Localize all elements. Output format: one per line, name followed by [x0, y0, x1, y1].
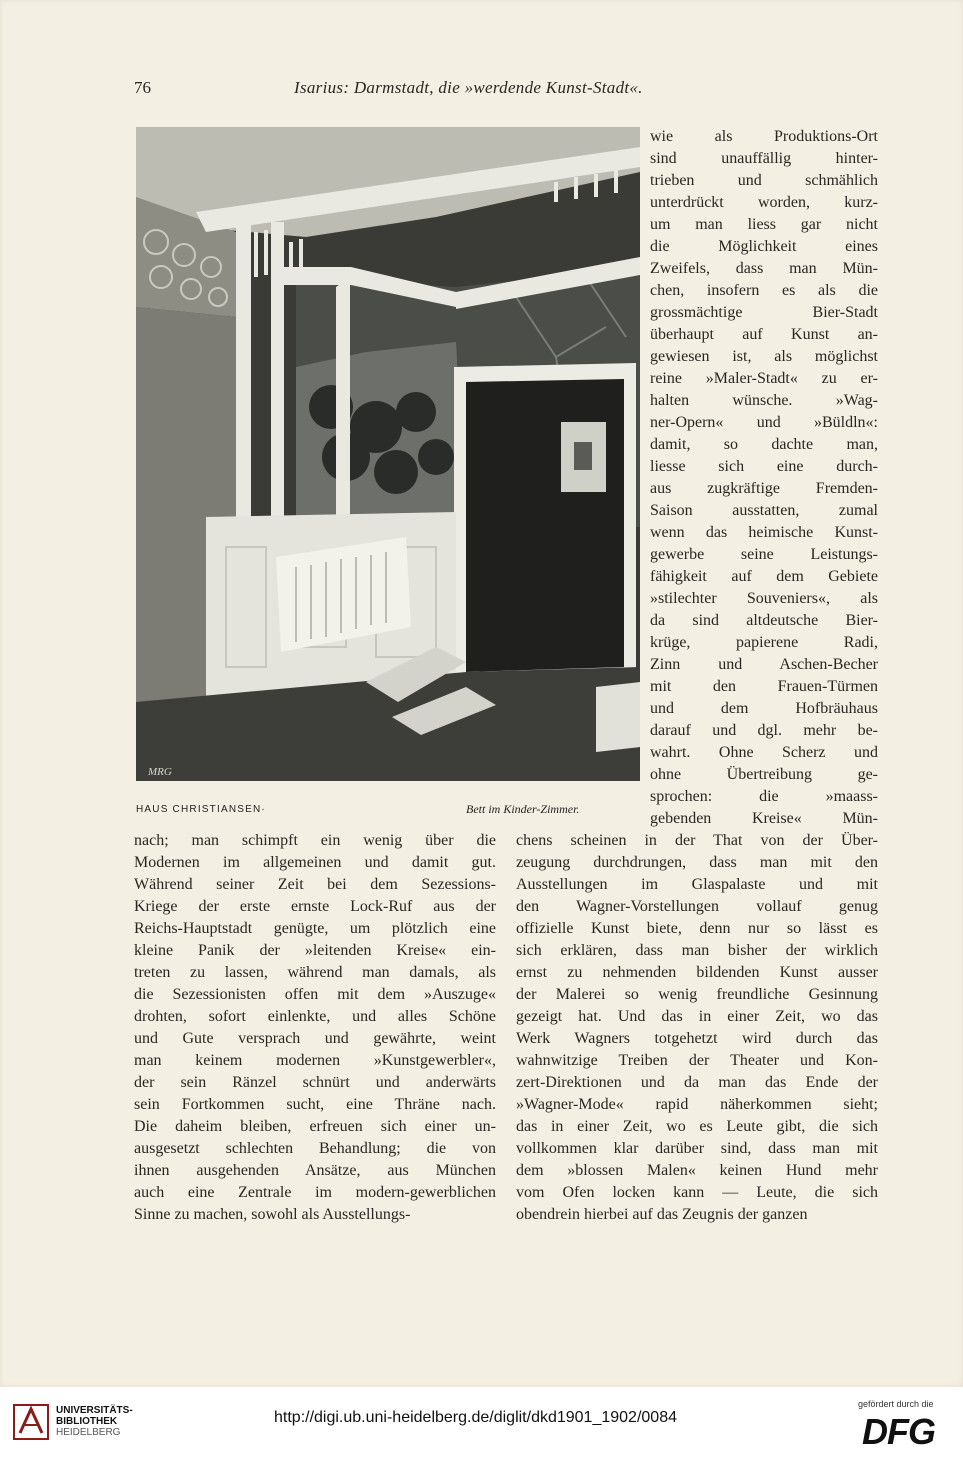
university-library-logo-icon — [12, 1403, 50, 1441]
side-column-line: aus zugkräftige Fremden- — [650, 480, 878, 497]
side-column-line: um man liess gar nicht — [650, 216, 878, 233]
side-column-line: Zinn und Aschen-Becher — [650, 656, 878, 673]
left-column-line: treten zu lassen, während man damals, als — [134, 964, 496, 981]
right-column-line: gezeigt hat. Und das in einer Zeit, wo das — [516, 1008, 878, 1025]
side-column-line: »stilechter Souveniers«, als — [650, 590, 878, 607]
side-column-line: wie als Produktions-Ort — [650, 128, 878, 145]
left-column-line: drohten, sofort einlenkte, und alles Schöne — [134, 1008, 496, 1025]
library-name-line: UNIVERSITÄTS- — [56, 1405, 133, 1416]
running-title: Isarius: Darmstadt, die »werdende Kunst-Stadt«. — [294, 78, 643, 97]
nursery-photo-illustration — [136, 127, 640, 781]
side-column-line: trieben und schmählich — [650, 172, 878, 189]
right-column-line: chens scheinen in der That von der Über- — [516, 832, 878, 849]
dfg-logo: DFG — [862, 1411, 935, 1452]
left-column-line: kleine Panik der »leitenden Kreise« ein- — [134, 942, 496, 959]
side-column-line: gebenden Kreise« Mün- — [650, 810, 878, 827]
side-column-line: fähigkeit auf dem Gebiete — [650, 568, 878, 585]
side-column-line: und dem Hofbräuhaus — [650, 700, 878, 717]
permalink-url[interactable]: http://digi.ub.uni-heidelberg.de/diglit/dkd1901_1902/0084 — [274, 1409, 677, 1426]
left-column-line: der sein Ränzel schnürt und anderwärts — [134, 1074, 496, 1091]
right-column-line: der Malerei so wenig freundliche Gesinnung — [516, 986, 878, 1003]
left-column-line: ausgesetzt schlechten Behandlung; die von — [134, 1140, 496, 1157]
figure-caption-title: Bett im Kinder-Zimmer. — [466, 802, 580, 816]
left-column-line: die Sezessionisten offen mit dem »Auszuge« — [134, 986, 496, 1003]
digitization-footer — [0, 1387, 963, 1457]
right-column-line: zeugung durchdrungen, dass man mit den — [516, 854, 878, 871]
left-column-line: nach; man schimpft ein wenig über die — [134, 832, 496, 849]
left-column-line: Während seiner Zeit bei dem Sezessions- — [134, 876, 496, 893]
left-column-line: und Gute versprach und gewährte, weint — [134, 1030, 496, 1047]
left-column-line: Reichs-Hauptstadt genügte, um plötzlich eine — [134, 920, 496, 937]
left-column-line: man keinem modernen »Kunstgewerbler«, — [134, 1052, 496, 1069]
right-column-line: zert-Direktionen und da man das Ende der — [516, 1074, 878, 1091]
side-column-line: chen, insofern es als die — [650, 282, 878, 299]
left-column-line: sein Fortkommen sucht, eine Thräne nach. — [134, 1096, 496, 1113]
right-column-line: ernst zu nehmenden bildenden Kunst ausser — [516, 964, 878, 981]
side-column-line: gewerbe seine Leistungs- — [650, 546, 878, 563]
library-name-line: BIBLIOTHEK — [56, 1416, 118, 1427]
right-column-line: vom Ofen locken kann — Leute, die sich — [516, 1184, 878, 1201]
right-column-line: obendrein hierbei auf das Zeugnis der ganzen — [516, 1206, 808, 1223]
right-column-line: dem »blossen Malen« keinen Hund mehr — [516, 1162, 878, 1179]
side-column-line: sprochen: die »maass- — [650, 788, 878, 805]
right-column-line: Werk Wagners totgehetzt wird durch das — [516, 1030, 878, 1047]
left-column-line: Kriege der erste ernste Lock-Ruf aus der — [134, 898, 496, 915]
side-column-line: Saison ausstatten, zumal — [650, 502, 878, 519]
left-column-line: Die daheim bleiben, erfreuen sich einer un- — [134, 1118, 496, 1135]
left-column-line: Sinne zu machen, sowohl als Ausstellungs- — [134, 1206, 411, 1223]
side-column-line: grossmächtige Bier-Stadt — [650, 304, 878, 321]
right-column-line: vollkommen klar darüber sind, dass man mit — [516, 1140, 878, 1157]
side-column-line: liesse sich eine durch- — [650, 458, 878, 475]
figure-caption-location: HAUS CHRISTIANSEN· — [136, 804, 266, 815]
library-city: HEIDELBERG — [56, 1427, 121, 1438]
running-head — [134, 78, 878, 102]
interior-photograph — [136, 127, 640, 781]
side-column-line: gewiesen ist, als möglichst — [650, 348, 878, 365]
side-column-line: reine »Maler-Stadt« zu er- — [650, 370, 878, 387]
side-column-line: ohne Übertreibung ge- — [650, 766, 878, 783]
page-number: 76 — [134, 78, 151, 97]
side-column-line: da sind altdeutsche Bier- — [650, 612, 878, 629]
side-column-line: die Möglichkeit eines — [650, 238, 878, 255]
side-column-line: halten wünsche. »Wag- — [650, 392, 878, 409]
right-column-line: offizielle Kunst biete, denn nur so lässt es — [516, 920, 878, 937]
side-column-line: unterdrückt worden, kurz- — [650, 194, 878, 211]
side-column-line: wenn das heimische Kunst- — [650, 524, 878, 541]
side-column-line: wahrt. Ohne Scherz und — [650, 744, 878, 761]
funding-note: gefördert durch die — [858, 1399, 934, 1409]
right-column-line: »Wagner-Mode« rapid näherkommen sieht; — [516, 1096, 878, 1113]
right-column-line: das in einer Zeit, wo es Leute gibt, die sich — [516, 1118, 878, 1135]
side-column-line: damit, so dachte man, — [650, 436, 878, 453]
left-column-line: ihnen ausgehenden Ansätze, aus München — [134, 1162, 496, 1179]
right-column-line: den Wagner-Vorstellungen vollauf genug — [516, 898, 878, 915]
side-column-line: überhaupt auf Kunst an- — [650, 326, 878, 343]
side-column-line: mit den Frauen-Türmen — [650, 678, 878, 695]
side-column-line: sind unauffällig hinter- — [650, 150, 878, 167]
side-column-line: krüge, papierene Radi, — [650, 634, 878, 651]
left-column-line: Modernen im allgemeinen und damit gut. — [134, 854, 496, 871]
side-column-line: Zweifels, dass man Mün- — [650, 260, 878, 277]
side-column-line: ner-Opern« und »Büldln«: — [650, 414, 878, 431]
photo-signature: MRG — [148, 766, 172, 778]
right-column-line: Ausstellungen im Glaspalaste und mit — [516, 876, 878, 893]
left-column-line: auch eine Zentrale im modern-gewerblichen — [134, 1184, 496, 1201]
side-column-line: darauf und dgl. mehr be- — [650, 722, 878, 739]
right-column-line: wahnwitzige Treiben der Theater und Kon- — [516, 1052, 878, 1069]
library-name — [56, 1405, 133, 1438]
right-column-line: sich erklären, dass man bisher der wirklich — [516, 942, 878, 959]
